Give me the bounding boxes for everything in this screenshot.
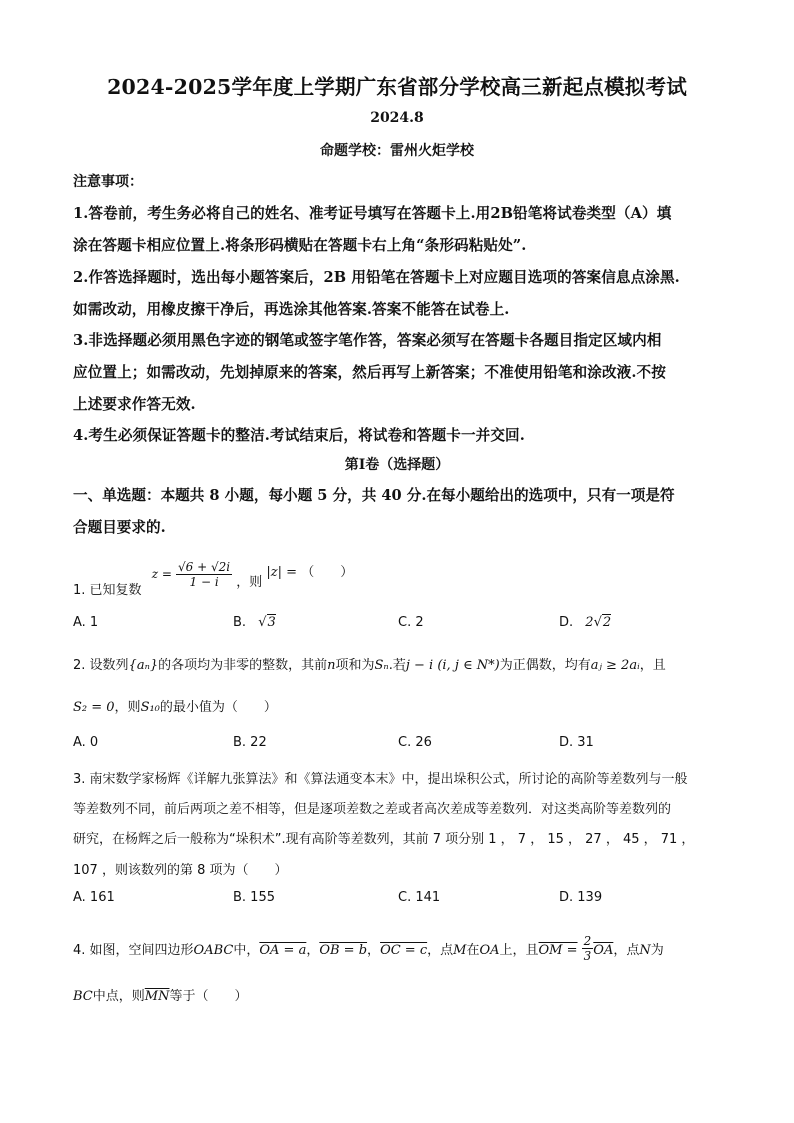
q4-text: 上，且 [499,943,539,958]
notice-line: 3.非选择题必须用黑色字迹的钢笔或签字笔作答，答案必须写在答题卡各题目指定区域内相 [73,332,662,349]
q3-option-d: D. 139 [559,890,603,905]
q1-blank: （ ） [301,565,354,580]
q2-s2: S₂ = 0 [73,700,115,715]
q4-vector-oc: OC = c [380,943,428,958]
q2-option-b: B. 22 [233,735,267,750]
q1-suffix: ，则 [236,575,263,590]
q4-segment-bc: BC [73,989,93,1004]
q3-option-a: A. 161 [73,890,115,905]
q4-point-n: N [639,943,651,958]
q2-text: 的各项均为非零的整数，其前 [158,658,328,673]
notice-line: 2.作答选择题时，选出每小题答案后，2B 用铅笔在答题卡上对应题目选项的答案信息点涂黑. [73,269,680,286]
q1-option-a: A. 1 [73,615,99,630]
q2-n: n [327,658,336,673]
q2-option-a: A. 0 [73,735,99,750]
q1-z-label: z = [151,567,172,581]
notice-line: 1.答卷前，考生务必将自己的姓名、准考证号填写在答题卡上.用2B铅笔将试卷类型（A）填 [73,205,672,222]
question-2-stem-line2 [73,696,277,715]
q4-text: ，点 [427,943,454,958]
q2-s10: S₁₀ [140,700,160,715]
q2-text: ，且 [639,658,666,673]
q4-text: ，点 [613,943,640,958]
q1-prefix: 1. 已知复数 [73,583,142,598]
question-3-line: 研究，在杨辉之后一般称为“垛积术”.现有高阶等差数列，其前 7 项分别 1 ， 7 ， 15 ， 27 ， 45 ， 71 ， [73,832,695,847]
q1-option-b-radicand: 3 [267,615,276,630]
q2-inequality: aⱼ ≥ 2aᵢ [590,658,640,673]
q1-option-d [559,615,611,630]
q4-fraction-den: 3 [583,949,592,963]
question-3-line: 3. 南宋数学家杨辉《详解九张算法》和《算法通变本末》中，提出垛积公式，所讨论的高阶等差数列与一般 [73,772,688,787]
q1-option-b-label: B. [233,615,247,630]
q4-vector-om: OM = [538,943,578,958]
q1-option-c: C. 2 [398,615,424,630]
q2-option-d: D. 31 [559,735,594,750]
q4-text: 等于（ ） [169,989,248,1004]
q4-text: 中， [233,943,260,958]
q4-text: 为 [650,943,664,958]
q2-sequence: {aₙ} [128,658,159,673]
q4-text: ， [367,943,381,958]
q4-text: ， [306,943,320,958]
q2-text: 2. 设数列 [73,658,129,673]
notice-line: 上述要求作答无效. [73,396,196,413]
q1-fraction [176,560,232,589]
question-1-stem [73,560,354,598]
q1-option-d-radicand: 2 [602,615,612,630]
q1-option-b [233,615,276,630]
question-2-stem-line1 [73,654,666,673]
q2-text: 的最小值为（ ） [159,700,277,715]
question-4-stem-line2 [73,985,247,1004]
notice-line: 涂在答题卡相应位置上.将条形码横贴在答题卡右上角“条形码粘贴处”. [73,237,527,254]
q3-option-c: C. 141 [398,890,441,905]
q1-numerator: √6 + √2i [178,560,231,574]
q2-condition: j − i (i, j ∈ N*) [405,658,500,673]
q4-text: 中点，则 [92,989,145,1004]
q1-option-d-value: 2√2 [585,615,612,630]
question-4-stem-line1 [73,930,664,963]
q4-vector-ob: OB = b [319,943,368,958]
q4-vector-oa: OA = a [259,943,307,958]
q1-option-d-coef: 2 [585,615,594,630]
section-title: 第Ⅰ卷（选择题） [344,457,450,473]
q2-text: ，则 [114,700,141,715]
q4-fraction-num: 2 [583,934,592,948]
part-intro-line: 合题目要求的. [73,519,166,536]
q4-fraction [582,934,594,963]
q4-text: 在 [466,943,480,958]
part-intro-line: 一、单选题：本题共 8 小题，每小题 5 分，共 40 分.在每小题给出的选项中，只有一项是符 [73,487,675,504]
question-3-line: 等差数列不同，前后两项之差不相等，但是逐项差数之差或者高次差成等差数列．对这类高阶等差数列的 [73,802,672,817]
q4-quadrilateral: OABC [193,943,234,958]
q1-abs: |z| = [266,565,298,580]
q1-option-d-label: D. [559,615,574,630]
q2-text: 为正偶数，均有 [499,658,591,673]
q2-text: .若 [388,658,406,673]
q2-option-c: C. 26 [398,735,432,750]
exam-date: 2024.8 [370,110,424,126]
q2-text: 项和为 [335,658,375,673]
exam-school: 命题学校：雷州火炬学校 [320,143,474,159]
notice-heading: 注意事项： [73,174,143,190]
q4-vector-mn: $\overline{MN}$ [144,989,170,1004]
q2-sn: Sₙ [374,658,389,673]
q4-point-m: M [453,943,467,958]
q4-segment-oa: OA [479,943,500,958]
notice-line: 应位置上；如需改动，先划掉原来的答案，然后再写上新答案；不准使用铅笔和涂改液.不按 [73,364,666,381]
notice-line: 如需改动，用橡皮擦干净后，再选涂其他答案.答案不能答在试卷上. [73,301,510,318]
question-3-line: 107 ，则该数列的第 8 项为（ ） [73,863,288,878]
q3-option-b: B. 155 [233,890,275,905]
exam-title: 2024-2025学年度上学期广东省部分学校高三新起点模拟考试 [107,75,687,99]
q1-option-b-value: √3 [258,615,276,630]
notice-line: 4.考生必须保证答题卡的整洁.考试结束后，将试卷和答题卡一并交回. [73,427,525,444]
q1-denominator: 1 − i [189,575,219,589]
q4-vector-oa-2: $\overline{OA}$ [593,943,614,958]
q4-text: 4. 如图，空间四边形 [73,943,194,958]
